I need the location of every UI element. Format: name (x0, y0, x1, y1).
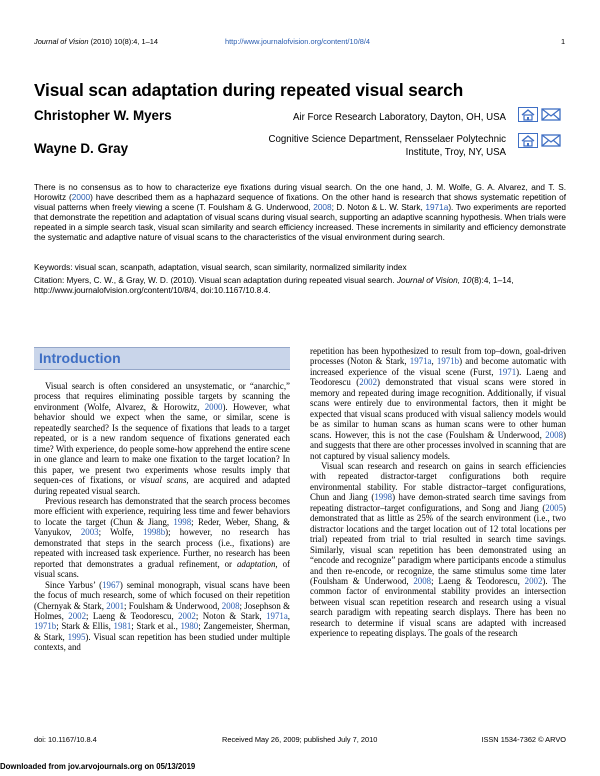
download-note: Downloaded from jov.arvojournals.org on 05/13/2019 (0, 762, 196, 771)
home-icon[interactable] (518, 107, 538, 122)
page-number: 1 (561, 37, 566, 46)
running-header-journal (34, 37, 158, 46)
article-citation (34, 276, 566, 296)
home-icon[interactable] (518, 133, 538, 148)
citation-link[interactable]: 2000 (204, 401, 223, 412)
email-icon[interactable] (541, 133, 561, 148)
paragraph: Since Yarbus’ (1967) seminal monograph, visual scans have been the focus of much research, some of which focused on their repetition (Chernyak & Stark, 2001; Foulsham & Underwood, 2008; Josephson & Holmes, 2002; Laeng & Teodorescu, 2002; Noton & Stark, 1971a, 1971b; Stark & Ellis, 1981; Stark et al., 1980; Zangemeister, Sherman, & Stark, 1995). Visual scan repetition has been studied under multiple contexts, and (34, 579, 290, 653)
citation-link[interactable]: 2003 (80, 527, 99, 538)
citation-link[interactable]: 2002 (68, 610, 87, 621)
paragraph: repetition has been hypothesized to result from top–down, goal-driven processes (Noton & Stark, 1971a, 1971b) and become automatic with increased experience of the visual scene (Furst, 1971). Laeng and Teodorescu (2002) demonstrated that visual scans were stored in memory and repeated during image recognition. Additionally, if visual scans were entirely due to environmental factors, then it might be expected that visual scans produced with visual saliency models would be as similar to human scans as human scans were to other human scans. However, this is not the case (Foulsham & Underwood, 2008) and suggests that there are other processes involved in scanning that are not captured by visual saliency models. (310, 346, 567, 461)
citation-link[interactable]: 2002 (524, 575, 543, 586)
body-column-right (310, 346, 566, 639)
journal-issue: (2010) 10(8):4, 1–14 (90, 37, 158, 46)
citation-link[interactable]: 1971a (425, 203, 449, 213)
paragraph: Visual scan research and research on gains in search efficiencies with repeated distractor-target configurations both require environmental stability. For stable distractor–target configurations, Chun and Jiang (1998) have demon-strated search time savings from repeating distractor–target configurations, and Song and Jiang (2005) demonstrated that as little as 25% of the search environment (i.e., two distractor locations and the target location out of 12 total locations per trial) repeated from trial to trial resulted in search time savings. Similarly, visual scan repetition has been demonstrated using an “encode and recognize” paradigm where participants encode a stimulus and then re-encode, or recognize, the same stimulus some time later (Foulsham & Underwood, 2008; Laeng & Teodorescu, 2002). The common factor of environmental stability provides an intersection between visual scan repetition research and research using a visual search paradigm with repeating search displays. There has been no research to determine if visual scans are adapted with increased experience to repeating displays. The goals of the research (310, 460, 566, 639)
section-heading-banner (34, 347, 290, 370)
author-name-1: Christopher W. Myers (34, 108, 172, 123)
author-affiliation-2-line-2: Institute, Troy, NY, USA (405, 147, 506, 158)
citation-link[interactable]: 1998 (173, 516, 192, 527)
abstract-text: ; D. Noton & L. W. Stark, (331, 203, 426, 213)
citation-journal: Journal of Vision, 10 (396, 276, 472, 285)
abstract-text: There is no consensus as to how to characterize eye fixations during visual search. On the one hand, J. M. Wolfe, G. A. Alvarez, and T. S. Horowitz ( (34, 183, 566, 203)
citation-suffix: (8):4, 1–14, http://www.journalofvision.org/content/10/8/4, doi:10.1167/10.8.4. (34, 276, 514, 296)
citation-link[interactable]: 1971b (436, 356, 460, 367)
abstract-text: ) have described them as a haphazard sequence of fixations. On the other hand is research that shows systematic repetition of visual patterns when freely viewing a scene (T. Foulsham & G. Underwood, (34, 193, 566, 213)
journal-name: Journal of Vision (34, 37, 89, 46)
citation-link[interactable]: 1998b (142, 527, 166, 538)
author-2-links (518, 133, 561, 148)
citation-link[interactable]: 1980 (180, 621, 199, 632)
citation-link[interactable]: 2008 (313, 203, 332, 213)
citation-link[interactable]: 2005 (545, 502, 564, 513)
citation-link[interactable]: 2008 (221, 600, 240, 611)
email-icon[interactable] (541, 107, 561, 122)
article-title: Visual scan adaptation during repeated visual search (34, 80, 464, 100)
section-heading: Introduction (39, 350, 121, 366)
citation-link[interactable]: 1971a (409, 356, 432, 367)
citation-link[interactable]: 1967 (102, 579, 120, 590)
footer-issn: ISSN 1534-7362 © ARVO (481, 735, 566, 744)
citation-link[interactable]: 2008 (413, 575, 432, 586)
author-1-links (518, 107, 561, 122)
body-column-left (34, 381, 290, 653)
abstract (34, 183, 566, 243)
citation-prefix: Citation: Myers, C. W., & Gray, W. D. (2010). Visual scan adaptation during repeated visual search. (34, 276, 397, 285)
citation-link[interactable]: 2000 (71, 193, 91, 203)
author-name-2: Wayne D. Gray (34, 141, 129, 156)
abstract-text: ). Two experiments are reported that demonstrate the repetition and adaptation of visual scans during visual search, supporting an adaptive scanning hypothesis. When trials were repeated in a simple search task, visual scan similarity and search efficiency increased. These increments in similarity and efficiency demonstrate the systematic and adaptive nature of visual scans to the characteristics of the visual environment during search. (34, 203, 567, 243)
footer-received: Received May 26, 2009; published July 7, 2010 (222, 735, 378, 744)
citation-link[interactable]: 2001 (106, 600, 125, 611)
paragraph: Previous research has demonstrated that the search process becomes more efficient with experience, requiring less time and fewer behaviors to locate the target (Chun & Jiang, 1998; Reder, Weber, Shang, & Vanyukov, 2003; Wolfe, 1998b); however, no research has demonstrated that steps in the search process (i.e., fixations) are repeated with increased task experience. Further, no research has been reported that demonstrates a gradual refinement, or adaptation, of visual scans. (34, 495, 290, 580)
citation-link[interactable]: 2002 (178, 610, 196, 621)
author-affiliation-1: Air Force Research Laboratory, Dayton, OH, USA (292, 112, 506, 123)
citation-link[interactable]: 1971a (266, 610, 288, 621)
citation-link[interactable]: 1971 (498, 366, 517, 377)
article-url-link[interactable]: http://www.journalofvision.org/content/10/8/4 (225, 37, 371, 46)
citation-link[interactable]: 1981 (113, 621, 132, 632)
paragraph: Visual search is often considered an unsystematic, or “anarchic,” process that requires eliminating possible targets by scanning the environment (Wolfe, Alvarez, & Horowitz, 2000). However, what behavior should we expect when the same, or similar, scene is repeatedly searched? Is the sequence of fixations that leads to a target repeated, or is a new random sequence of fixations generated each time? With experience, do people some-how apprehend the entire scene in one glance and learn to make one fixation to the target location? In this paper, we present two experiments whose results imply that sequen-ces of fixations, or visual scans, are acquired and adapted during repeated visual search. (34, 381, 291, 496)
citation-link[interactable]: 2008 (545, 429, 564, 440)
author-affiliation-2-line-1: Cognitive Science Department, Rensselaer Polytechnic (268, 134, 506, 145)
footer-doi: doi: 10.1167/10.8.4 (34, 735, 97, 744)
keywords: Keywords: visual scan, scanpath, adaptation, visual search, scan similarity, normalized similarity index (34, 263, 407, 272)
citation-link[interactable]: 2002 (359, 377, 378, 388)
citation-link[interactable]: 1995 (67, 631, 86, 642)
citation-link[interactable]: 1971b (34, 621, 57, 632)
citation-link[interactable]: 1998 (374, 492, 393, 503)
